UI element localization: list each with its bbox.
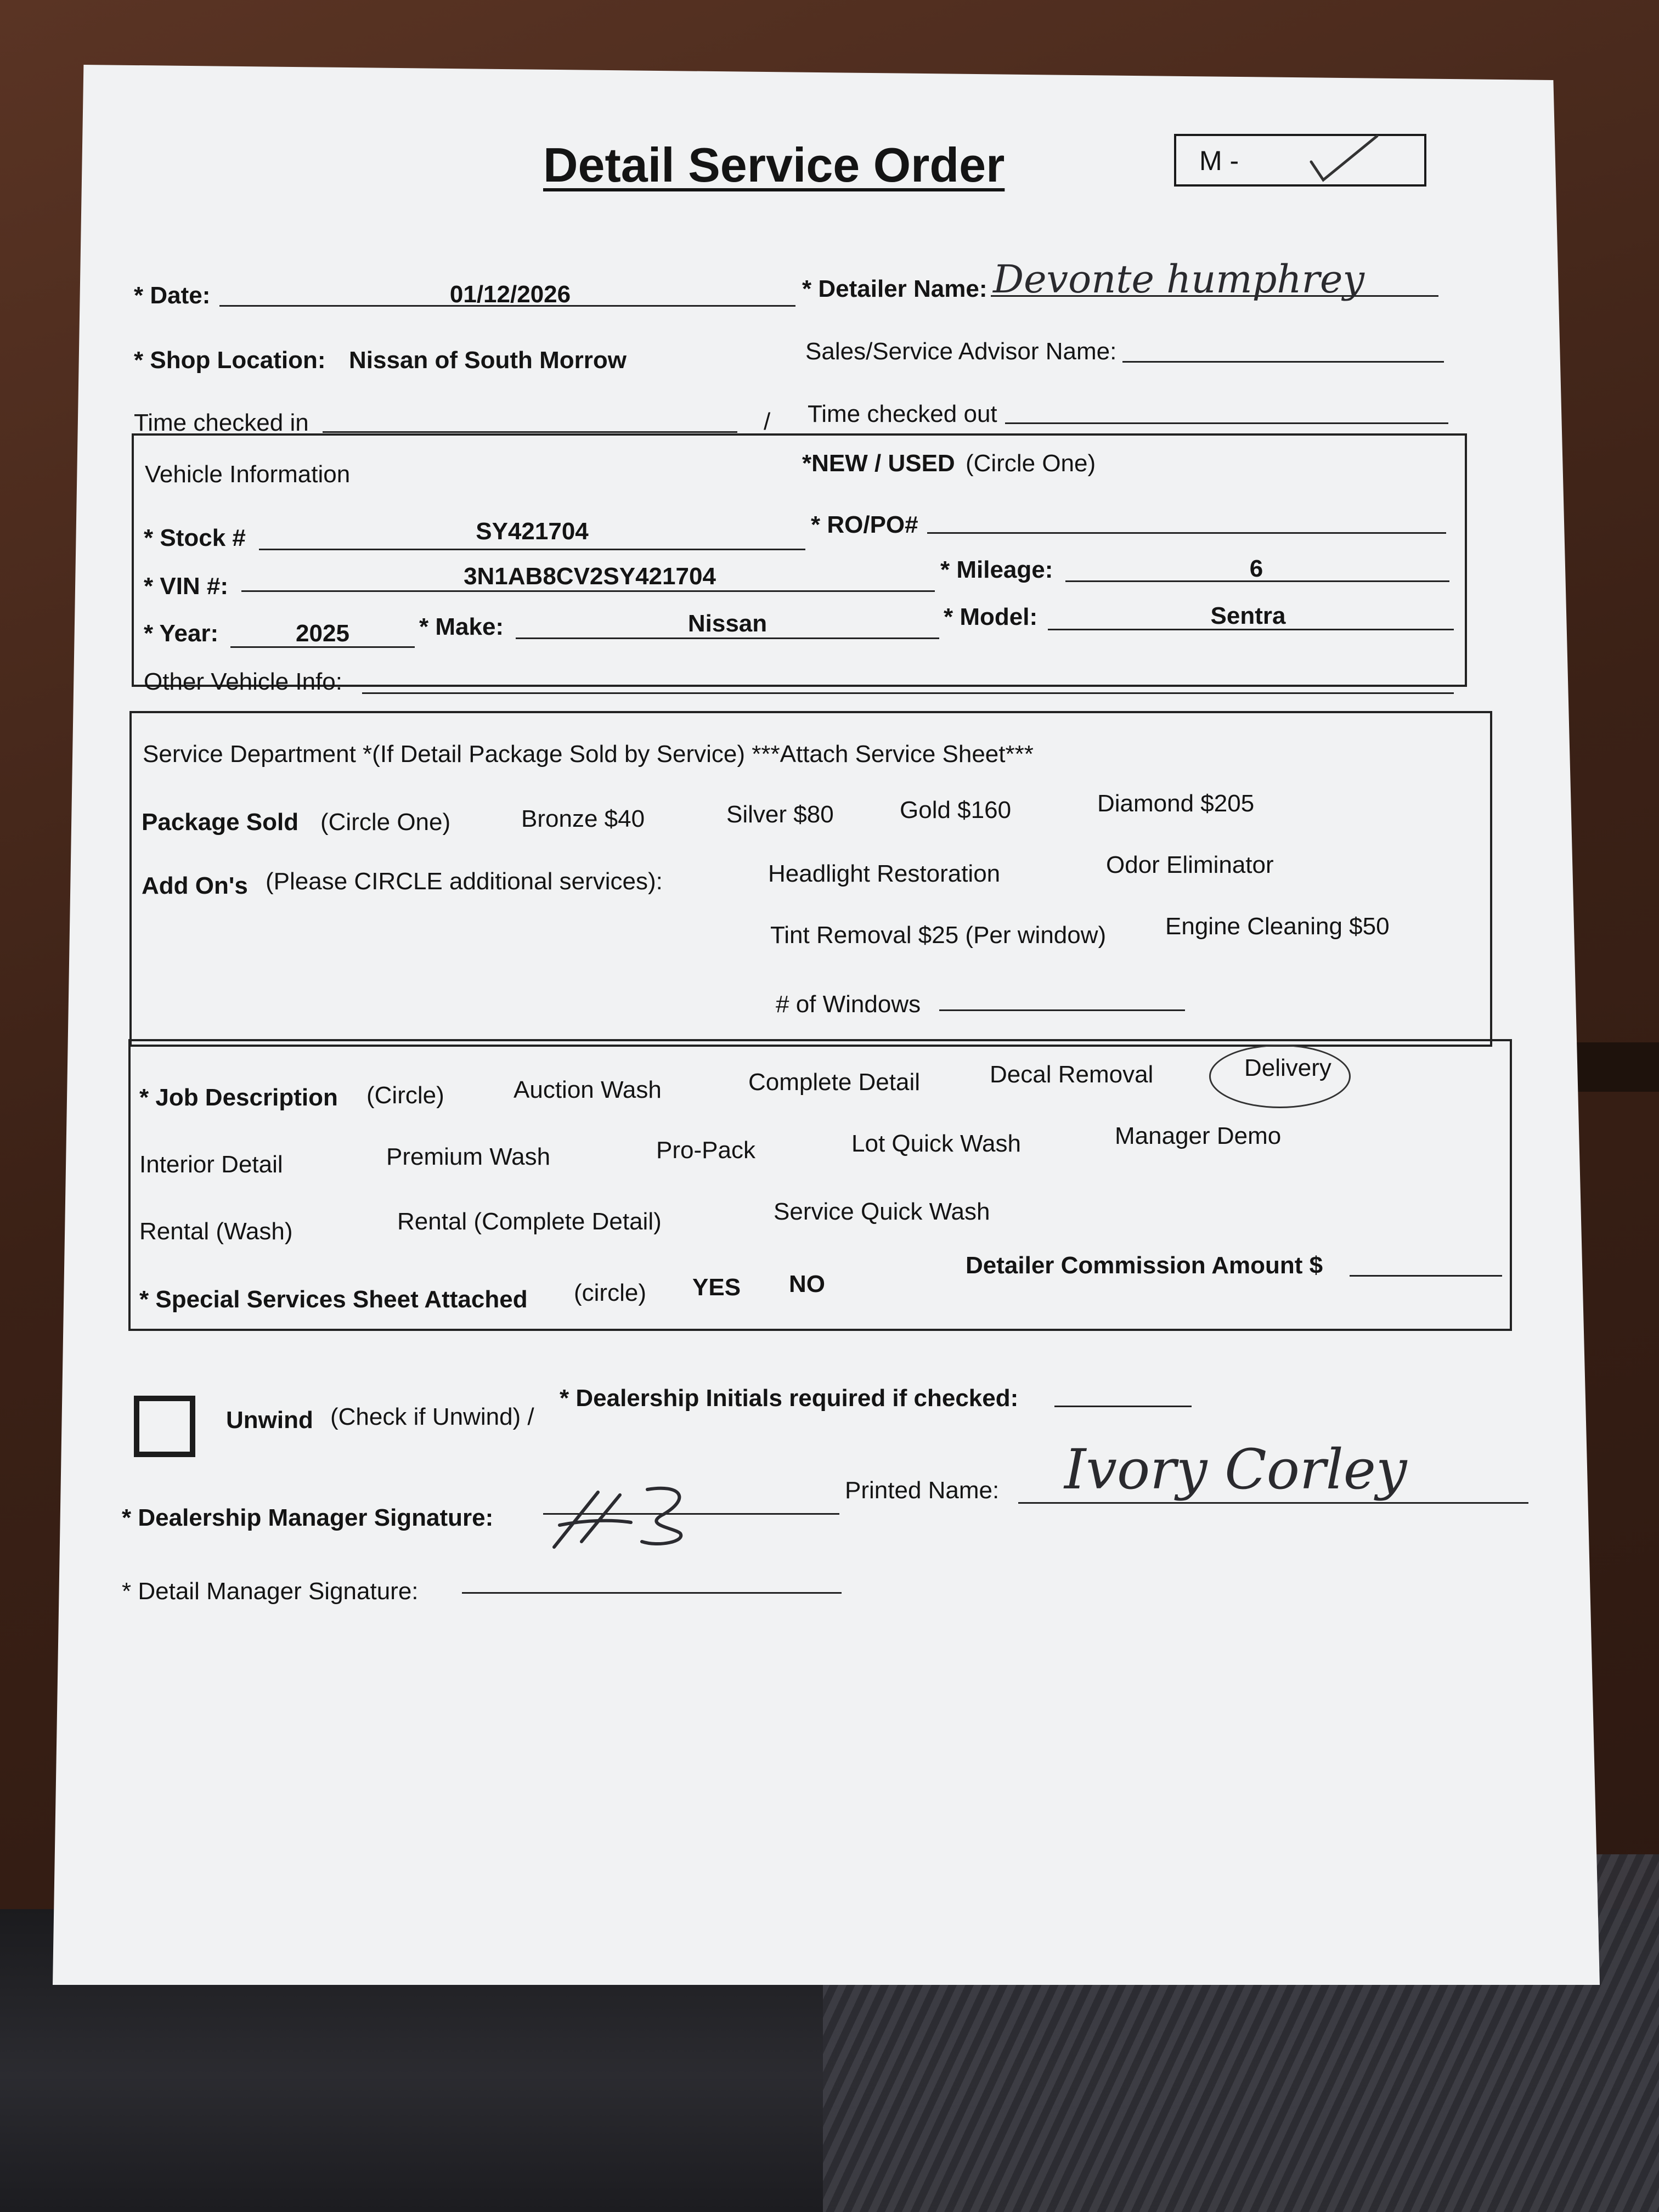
addon-headlight: Headlight Restoration [768,860,1001,887]
special-services-label: * Special Services Sheet Attached [139,1286,528,1313]
printed-name-label: Printed Name: [845,1477,1000,1504]
year-label: * Year: [144,620,219,647]
vin-line [241,590,935,592]
time-out-line [1005,422,1448,424]
shop-value: Nissan of South Morrow [349,347,627,374]
package-gold: Gold $160 [900,797,1012,823]
vin-label: * VIN #: [144,573,229,600]
special-services-note: (circle) [574,1279,646,1306]
job-rental-complete: Rental (Complete Detail) [397,1208,662,1235]
initials-label: * Dealership Initials required if checked: [560,1385,1019,1412]
mileage-label: * Mileage: [940,556,1053,583]
job-lot-quick-wash: Lot Quick Wash [851,1130,1021,1157]
addon-tint: Tint Removal $25 (Per window) [770,922,1107,949]
service-header: Service Department *(If Detail Package Sold by Service) ***Attach Service Sheet*** [143,741,1034,768]
package-label: Package Sold [142,809,299,836]
detailer-label: * Detailer Name: [802,275,988,302]
make-label: * Make: [419,613,504,640]
other-info-line [362,692,1454,694]
package-bronze: Bronze $40 [521,805,645,832]
job-service-quick-wash: Service Quick Wash [774,1198,990,1225]
shop-label: * Shop Location: [134,347,326,374]
package-note: (Circle One) [320,809,451,836]
time-out-label: Time checked out [808,400,997,427]
printed-name-value: Ivory Corley [1064,1437,1407,1502]
detail-signature-line [462,1592,842,1594]
job-decal-removal: Decal Removal [990,1061,1154,1088]
job-complete-detail: Complete Detail [748,1069,921,1096]
unwind-label: Unwind [226,1407,313,1434]
date-value: 01/12/2026 [449,281,571,308]
time-in-label: Time checked in [134,409,309,436]
new-used-label: *NEW / USED [802,450,955,477]
make-line [516,637,939,639]
special-yes: YES [692,1274,741,1301]
stock-line [259,549,805,550]
make-value: Nissan [687,610,768,637]
job-manager-demo: Manager Demo [1115,1122,1282,1149]
unwind-note: (Check if Unwind) / [330,1403,534,1430]
model-value: Sentra [1210,602,1286,629]
job-interior-detail: Interior Detail [139,1151,283,1178]
job-note: (Circle) [366,1082,444,1109]
other-info-label: Other Vehicle Info: [144,668,342,695]
printed-name-line [1018,1502,1528,1504]
slash: / [764,408,771,435]
addons-note: (Please CIRCLE additional services): [266,868,663,895]
special-no: NO [789,1271,825,1297]
ropo-line [927,532,1446,534]
new-used-note: (Circle One) [966,450,1096,477]
detail-signature-label: * Detail Manager Signature: [122,1578,419,1605]
time-in-line [323,431,737,433]
unwind-checkbox[interactable] [134,1396,195,1457]
dealer-signature-mark [549,1481,724,1553]
ropo-label: * RO/PO# [811,511,918,538]
vehicle-section-label: Vehicle Information [145,461,351,488]
stock-value: SY421704 [476,518,589,545]
form-title: Detail Service Order [543,138,1005,192]
model-label: * Model: [944,603,1038,630]
windows-line [939,1009,1185,1011]
m-label: M - [1199,145,1239,176]
advisor-label: Sales/Service Advisor Name: [805,338,1117,365]
initials-line [1054,1406,1192,1407]
windows-label: # of Windows [776,991,921,1018]
year-value: 2025 [296,620,349,647]
job-auction-wash: Auction Wash [514,1076,662,1103]
package-silver: Silver $80 [726,801,834,828]
job-premium-wash: Premium Wash [386,1143,551,1170]
mileage-value: 6 [1249,555,1263,582]
advisor-line [1122,361,1444,363]
commission-line [1350,1275,1502,1277]
checkmark-icon [1306,132,1383,187]
stock-label: * Stock # [144,524,246,551]
package-diamond: Diamond $205 [1097,790,1255,817]
vin-value: 3N1AB8CV2SY421704 [464,563,716,590]
commission-label: Detailer Commission Amount $ [966,1252,1323,1279]
date-label: * Date: [134,282,211,309]
job-rental-wash: Rental (Wash) [139,1218,293,1245]
addon-engine: Engine Cleaning $50 [1165,913,1390,940]
job-pro-pack: Pro-Pack [656,1137,755,1164]
detailer-signature: Devonte humphrey [993,257,1364,302]
job-delivery: Delivery [1244,1054,1331,1081]
addon-odor: Odor Eliminator [1106,851,1274,878]
job-label: * Job Description [139,1084,338,1111]
addons-label: Add On's [142,872,248,899]
dealer-signature-label: * Dealership Manager Signature: [122,1504,494,1531]
